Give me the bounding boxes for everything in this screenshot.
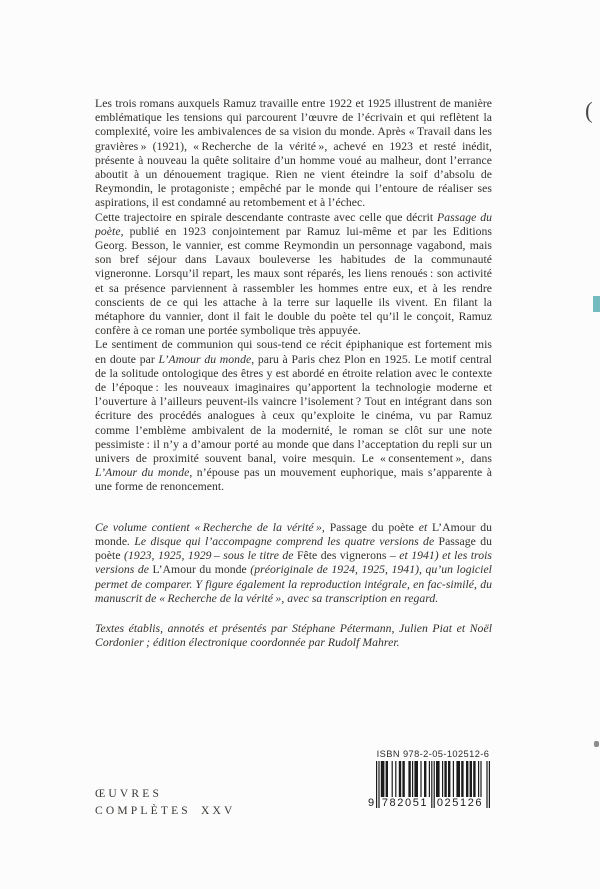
paragraph-volume-contents xyxy=(95,521,492,606)
text-segment: , paru à Paris chez Plon en 1925. Le motif central de la solitude ontologique des êtres y est abordé en étroite relation avec le contexte de l’époque : les nouveaux imaginaires qu’apportent la technologie moderne et l’ouverture à l’ailleurs peuvent-ils vaincre l’isolement ? Tout en intégrant dans son écriture des procédés analogues à ceux qu’exploite le cinéma, vu par Ramuz comme l’emblème ambivalent de la modernité, le roman se clôt sur une note pessimiste : il n’y a d’amour porté au monde que dans l’acceptation du repli sur un univers de proximité souvent banal, voire mesquin. Le « consentement », dans xyxy=(95,352,492,466)
text-segment: Ce volume contient « Recherche de la vérité », xyxy=(95,520,330,534)
text-segment: Passage du poète xyxy=(329,520,414,534)
adjacent-page-teal-mark xyxy=(593,296,600,312)
text-segment: , publié en 1923 conjointement par Ramuz lui-même et par les Editions Georg. Besson, le vannier, est comme Reymondin un personnage vagabond, mais son bref séjour dans Lavaux bouleverse les habitudes de la communauté vigneronne. Lorsqu’il repart, les maux sont réparés, les liens renoués : son activité et sa présence parviennent à rassembler les hommes entre eux, et à les rendre conscients de ce qui les attache à la terre sur laquelle ils vivent. En filant la métaphore du vannier, dont il fait le double du poète tel qu’il le conçoit, Ramuz confère à ce roman une portée symbolique très appuyée. xyxy=(95,224,492,338)
collection-line-oeuvres: ŒUVRES xyxy=(95,788,163,800)
text-segment: L’Amour du monde xyxy=(95,520,492,548)
text-segment: (1923, 1925, 1929 – sous le titre de xyxy=(120,549,297,563)
text-segment: Cette trajectoire en spirale descendante contraste avec celle que décrit xyxy=(95,210,438,224)
barcode-digit-group-left: 782051 xyxy=(381,797,429,809)
text-segment: Textes établis, annotés et présentés par Stéphane Pétermann, Julien Piat et Noël Cordonier ; édition électronique coordonnée par Rudolf Mahrer. xyxy=(95,621,492,650)
paragraph-credits xyxy=(95,622,492,650)
text-segment: Passage du poète xyxy=(95,210,492,238)
text-segment: Passage du poète xyxy=(95,534,492,563)
text-segment: , n’épouse pas un mouvement euphorique, mais s’apparente à une forme de renoncement. xyxy=(95,466,493,494)
text-segment: Le sentiment de communion qui sous-tend ce récit épiphanique est fortement mis en doute par xyxy=(95,338,492,366)
paragraph-passage-du-poete xyxy=(95,211,492,339)
text-segment: . Le disque qui l’accompagne comprend les quatre versions de xyxy=(127,534,439,548)
text-segment: Fête des vignerons xyxy=(296,549,387,563)
text-segment: (préoriginale de 1924, 1925, 1941), qu’un logiciel permet de comparer. Y figure également la reproduction intégrale, en fac-similé, du manuscrit de « Recherche de la vérité », avec sa transcription en regard. xyxy=(95,563,492,605)
text-segment: L’Amour du monde xyxy=(152,563,247,577)
paragraph-novels-overview xyxy=(95,97,492,211)
collection-line-completes: COMPLÈTES XXV xyxy=(95,804,236,817)
collection-title xyxy=(95,786,235,819)
text-segment: et xyxy=(413,520,433,534)
paragraph-amour-du-monde xyxy=(95,338,492,494)
isbn-label: ISBN 978-2-05-102512-6 xyxy=(376,749,490,759)
text-segment: Les trois romans auxquels Ramuz travaille entre 1922 et 1925 illustrent de manière emblématique les tensions qui parcourent l’œuvre de l’écrivain et qui reflètent la complexité, voire les ambivalences de sa vision du monde. Après « Travail dans les gravières » (1921), « Recherche de la vérité », achevé en 1923 et resté inédit, présente à nouveau la quête solitaire d’un homme voué au malheur, dont l’errance aboutit à un dénouement tragique. Rien ne vient éteindre la soif d’absolu de Reymondin, le protagoniste ; empêché par le monde qui l’entoure de réaliser ses aspirations, il est condamné au retombement et à l’échec. xyxy=(95,97,492,210)
scan-speck xyxy=(594,741,599,747)
barcode-digit-group-right: 025126 xyxy=(436,797,484,809)
text-segment: L’Amour du monde xyxy=(95,466,190,480)
back-cover-text xyxy=(95,97,492,650)
adjacent-page-partial-glyph: ( xyxy=(585,98,593,123)
text-segment: – et 1941) et les trois versions de xyxy=(95,549,492,577)
text-segment: L’Amour du monde xyxy=(158,352,252,366)
barcode-digits xyxy=(368,797,495,810)
isbn-barcode-block xyxy=(368,749,495,810)
barcode-digit-group-lead: 9 xyxy=(368,797,375,809)
